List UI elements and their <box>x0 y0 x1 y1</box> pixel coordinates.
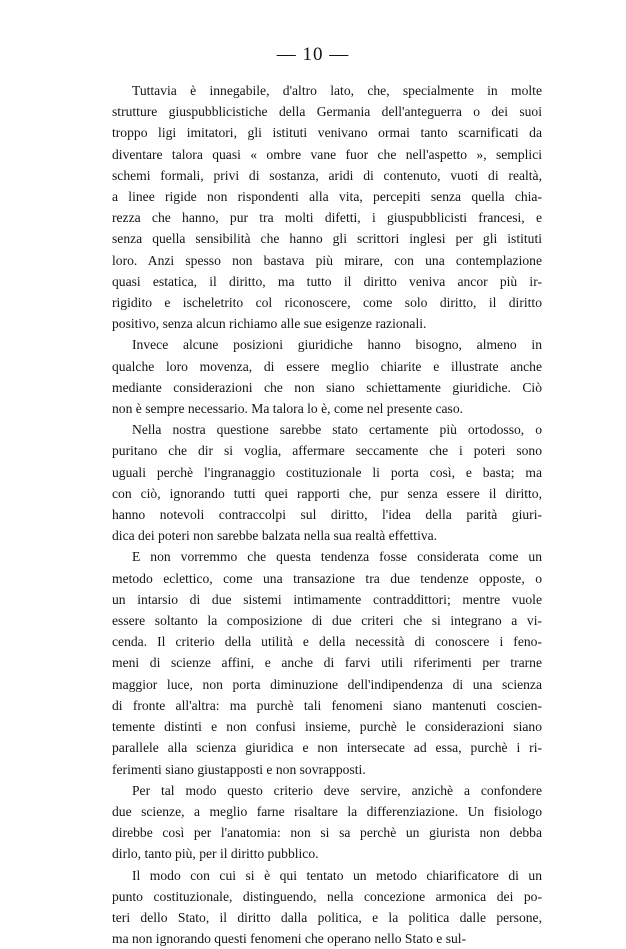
text-line: rigidito e ischeletrito col riconoscere, come solo diritto, il diritto <box>112 295 542 311</box>
text-line: temente distinti e non confusi insieme, purchè le considerazioni siano <box>112 719 542 735</box>
text-line: dirlo, tanto più, per il diritto pubblico. <box>112 846 319 862</box>
text-line: uguali perchè l'ingranaggio costituzionale li porta così, e basta; ma <box>112 464 542 480</box>
text-line: metodo eclettico, come una transazione tra due tendenze opposte, o <box>112 570 542 586</box>
text-line: diventare talora quasi « ombre vane fuor che nell'aspetto », semplici <box>112 146 542 162</box>
text-line: qualche loro movenza, di essere meglio chiarite e illustrate anche <box>112 358 542 374</box>
text-line: cenda. Il criterio della utilità e della necessità di conoscere i feno- <box>112 634 542 650</box>
text-line: Nella nostra questione sarebbe stato certamente più ortodosso, o <box>132 422 542 438</box>
text-line: ma non ignorando questi fenomeni che operano nello Stato e sul- <box>112 931 467 947</box>
paragraph <box>112 865 542 949</box>
text-line: rezza che hanno, pur tra molti difetti, i giuspubblicisti francesi, e <box>112 210 542 226</box>
text-line: a linee rigide non rispondenti alla vita, percepiti senza quella chia- <box>112 189 542 205</box>
text-line: Il modo con cui si è qui tentato un metodo chiarificatore di un <box>132 867 542 883</box>
text-line: schemi formali, privi di sostanza, aridi di contenuto, vuoti di realtà, <box>112 167 542 183</box>
paragraph <box>112 419 542 546</box>
text-line: parallele alla scienza giuridica e non intersecate ad essa, purchè i ri- <box>112 740 542 756</box>
text-line: Invece alcune posizioni giuridiche hanno bisogno, almeno in <box>132 337 542 353</box>
paragraph <box>112 80 542 334</box>
text-line: un intarsio di due sistemi intimamente contraddittori; mentre vuole <box>112 591 542 607</box>
text-line: direbbe così per l'anatomia: non si sa perchè un giurista non debba <box>112 825 542 841</box>
text-line: con ciò, ignorando tutti quei rapporti che, pur senza essere il diritto, <box>112 485 542 501</box>
body-text <box>112 80 542 949</box>
text-line: non è sempre necessario. Ma talora lo è, come nel presente caso. <box>112 401 464 417</box>
text-line: essere soltanto la composizione di due criteri che si integrano a vi- <box>112 613 542 629</box>
paragraph <box>112 780 542 865</box>
text-line: mediante considerazioni che non siano schiettamente giuridiche. Ciò <box>112 379 542 395</box>
text-line: di fronte all'altra: ma purchè tali fenomeni siano mantenuti coscien- <box>112 697 542 713</box>
page-number: — 10 — <box>276 44 350 65</box>
text-line: hanno notevoli contraccolpi sul diritto, l'idea della parità giuri- <box>112 507 542 523</box>
text-line: quasi estatica, il diritto, ma tutto il diritto veniva ancor più ir- <box>112 273 542 289</box>
text-line: loro. Anzi spesso non bastava più mirare, con una contemplazione <box>112 252 542 268</box>
text-line: Tuttavia è innegabile, d'altro lato, che, specialmente in molte <box>132 83 542 98</box>
text-line: teri dello Stato, il diritto dalla politica, e la politica dalle persone, <box>112 909 542 925</box>
text-line: positivo, senza alcun richiamo alle sue esigenze razionali. <box>112 316 427 332</box>
text-line: maggior luce, non porta diminuzione dell'indipendenza di una scienza <box>112 676 542 692</box>
text-line: dica dei poteri non sarebbe balzata nella sua realtà effettiva. <box>112 528 438 544</box>
text-line: Per tal modo questo criterio deve servire, anzichè a confondere <box>132 782 542 798</box>
text-line: senza quella sensibilità che hanno gli scrittori inglesi per gli istituti <box>112 231 542 247</box>
text-line: troppo ligi imitatori, gli istituti venivano ormai tanto scarnificati da <box>112 125 542 141</box>
paragraph <box>112 546 542 779</box>
text-line: E non vorremmo che questa tendenza fosse considerata come un <box>132 549 542 565</box>
text-line: due scienze, a meglio farne risaltare la differenziazione. Un fisiologo <box>112 803 542 819</box>
text-line: puritano che dir si voglia, affermare seccamente che i poteri sono <box>112 443 542 459</box>
paragraph <box>112 334 542 419</box>
text-line: ferimenti siano giustapposti e non sovrapposti. <box>112 761 366 777</box>
text-line: meni di scienze affini, e anche di farvi utili riferimenti per trarne <box>112 655 542 671</box>
text-line: strutture giuspubblicistiche della Germania dell'anteguerra o dei suoi <box>112 104 542 120</box>
text-line: punto costituzionale, distinguendo, nella concezione armonica dei po- <box>112 888 542 904</box>
